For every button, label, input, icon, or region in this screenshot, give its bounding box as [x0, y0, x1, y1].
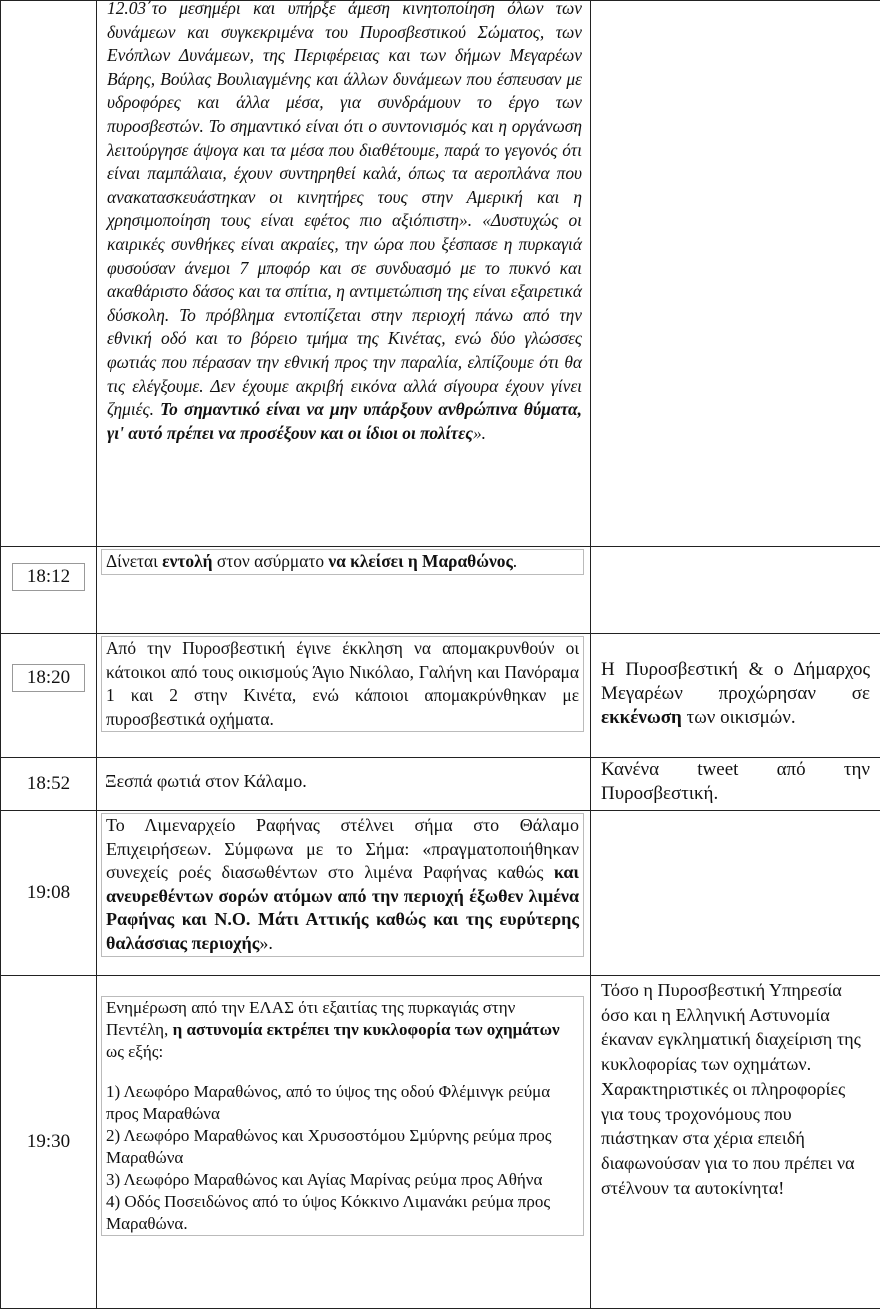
- note-cell: [591, 547, 880, 634]
- time-label: 19:08: [27, 882, 70, 903]
- event-text: 12.03΄το μεσημέρι και υπήρξε άμεση κινητοποίηση όλων των δυνάμεων και συγκεκριμένα του Πυροσβεστικού Σώματος, των Ενόπλων Δυνάμεων, της Περιφέρειας και των δήμων Μεγαρέων Βάρης, Βούλας Βουλιαγμένης και άλλων δυνάμεων που έσπευσαν με υδροφόρες και άλλα μέσα, για συνδράμουν το έργο των πυροσβεστών. Το σημαντικό είναι ότι ο συντονισμός και η οργάνωση λειτούργησε άψογα και τα μέσα που διαθέτουμε, παρά το γεγονός ότι είναι παμπάλαια, έχουν συντηρηθεί καλά, όπως τα αεροπλάνα που ανακατασκευάστηκαν οι κινητήρες τους στην Αμερική και η χρησιμοποίηση τους είναι εφέτος πιο αξιόπιστη». «Δυστυχώς οι καιρικές συνθήκες είναι ακραίες, την ώρα που ξέσπασε η πυρκαγιά φυσούσαν άνεμοι 7 μποφόρ και σε συνδυασμό με το πυκνό και ακαθάριστο δάσος και τα σπίτια, η αντιμετώπιση της είναι εξαιρετικά δύσκολη. Το πρόβλημα εντοπίζεται στην περιοχή πάνω από την εθνική οδό και το βόρειο τμήμα της Κινέτας, ενώ δύο γλώσσες φωτιάς που πέρασαν την εθνική προς την παραλία, ελπίζουμε ότι θα τις ελέγξουμε. Δεν έχουμε ακριβή εικόνα αλλά σίγουρα έχουν γίνει ζημιές. Το σημαντικό είναι να μην υπάρξουν ανθρώπινα θύματα, γι' αυτό πρέπει να προσέξουν και οι ίδιοι οι πολίτες».: [97, 0, 590, 445]
- list-item: 3) Λεωφόρο Μαραθώνος και Αγίας Μαρίνας ρεύμα προς Αθήνα: [106, 1169, 579, 1191]
- table-row: [1, 758, 880, 811]
- time-cell: [1, 1, 97, 547]
- time-cell: [1, 547, 97, 634]
- time-label: 19:30: [27, 1131, 70, 1152]
- time-label: 18:20: [12, 664, 85, 692]
- time-label: 18:52: [27, 773, 70, 794]
- table-row: [1, 1, 880, 547]
- note-text: Τόσο η Πυροσβεστική Υπηρεσία όσο και η Ελληνική Αστυνομία έκαναν εγκληματική διαχείριση της κυκλοφορίας των οχημάτων. Χαρακτηριστικές οι πληροφορίες για τους τροχονόμους που πιάστηκαν στα χέρια επειδή διαφωνούσαν για το που πρέπει να στέλνουν τα αυτοκίνητα!: [591, 976, 880, 1202]
- table-row: [1, 547, 880, 634]
- list-item: 2) Λεωφόρο Μαραθώνος και Χρυσοστόμου Σμύρνης ρεύμα προς Μαραθώνα: [106, 1125, 579, 1169]
- time-cell: [1, 758, 97, 811]
- note-cell: [591, 634, 880, 758]
- event-cell: [97, 811, 591, 976]
- time-cell: [1, 634, 97, 758]
- event-cell: [97, 634, 591, 758]
- note-cell: [591, 758, 880, 811]
- time-cell: [1, 811, 97, 976]
- event-cell: [97, 1, 591, 547]
- event-text: Από την Πυροσβεστική έγινε έκκληση να απομακρυνθούν οι κάτοικοι από τους οικισμούς Άγιο Νικόλαο, Γαλήνη και Πανόραμα 1 και 2 στην Κινέτα, ενώ κάποιοι απομακρύνθηκαν με πυροσβεστικά οχήματα.: [101, 636, 584, 732]
- time-cell: [1, 976, 97, 1309]
- event-block: [101, 996, 584, 1236]
- list-item: 1) Λεωφόρο Μαραθώνος, από το ύψος της οδού Φλέμινγκ ρεύμα προς Μαραθώνα: [106, 1081, 579, 1125]
- note-cell: [591, 976, 880, 1309]
- note-cell: [591, 811, 880, 976]
- event-cell: [97, 758, 591, 811]
- event-text: Ενημέρωση από την ΕΛΑΣ ότι εξαιτίας της πυρκαγιάς στην Πεντέλη, η αστυνομία εκτρέπει την κυκλοφορία των οχημάτων ως εξής:: [106, 997, 579, 1063]
- table-row: [1, 811, 880, 976]
- table-row: [1, 976, 880, 1309]
- note-text: Κανένα tweet από την Πυροσβεστική.: [591, 758, 880, 810]
- note-cell: [591, 1, 880, 547]
- event-cell: [97, 976, 591, 1309]
- event-text: Ξεσπά φωτιά στον Κάλαμο.: [97, 758, 590, 794]
- event-text: Δίνεται εντολή στον ασύρματο να κλείσει η Μαραθώνος.: [101, 549, 584, 575]
- note-text: Η Πυροσβεστική & ο Δήμαρχος Μεγαρέων προχώρησαν σε εκκένωση των οικισμών.: [591, 654, 880, 734]
- event-cell: [97, 547, 591, 634]
- table-row: [1, 634, 880, 758]
- time-label: 18:12: [12, 563, 85, 591]
- list-item: 4) Οδός Ποσειδώνος από το ύψος Κόκκινο Λιμανάκι ρεύμα προς Μαραθώνα.: [106, 1191, 579, 1235]
- event-text: Το Λιμεναρχείο Ραφήνας στέλνει σήμα στο Θάλαμο Επιχειρήσεων. Σύμφωνα με το Σήμα: «πραγματοποιήθηκαν συνεχείς ροές διασωθέντων στο λιμένα Ραφήνας καθώς και ανευρεθέντων σορών ατόμων από την περιοχή έξωθεν λιμένα Ραφήνας και Ν.Ο. Μάτι Αττικής καθώς και της ευρύτερης θαλάσσιας περιοχής».: [101, 813, 584, 957]
